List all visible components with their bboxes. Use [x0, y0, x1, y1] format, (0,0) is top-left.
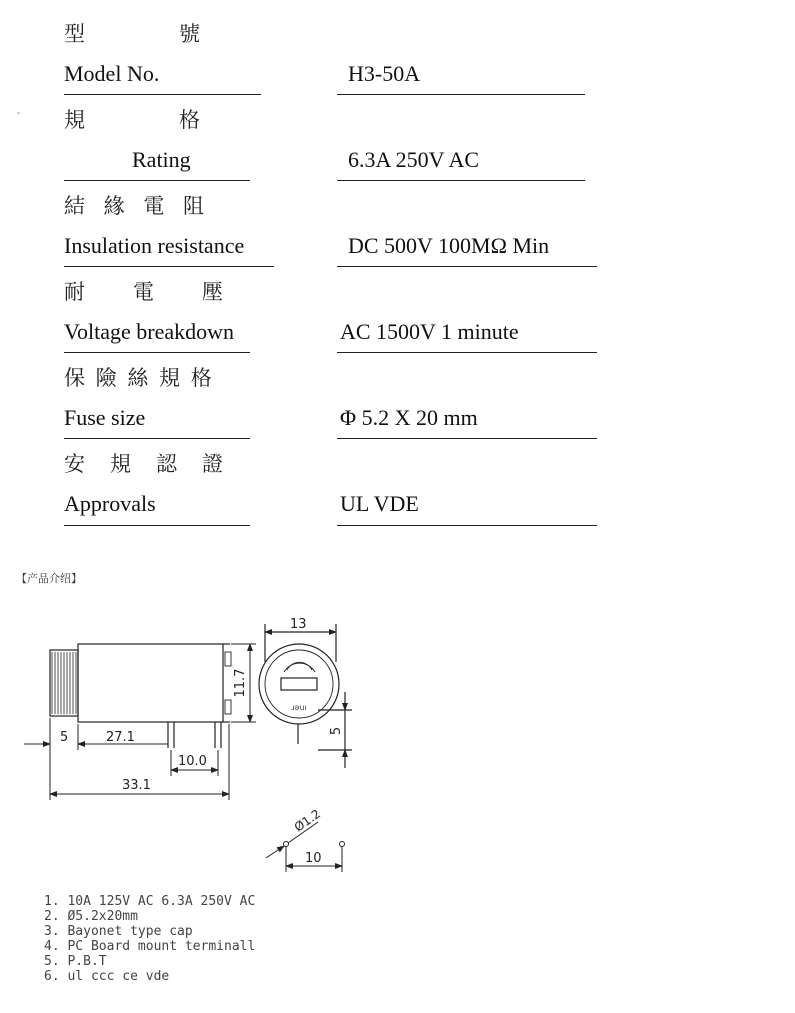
dim-11-7: 11.7 [233, 668, 248, 698]
voltage-label-cn: 耐 電 壓 [64, 280, 225, 304]
voltage-label-underline [64, 352, 250, 353]
rating-label-underline [64, 180, 250, 181]
notes-list [44, 894, 255, 984]
voltage-value-underline [337, 352, 597, 353]
rating-value-underline [337, 180, 585, 181]
dim-27-1: 27.1 [106, 730, 135, 745]
end-view-outer [259, 644, 339, 724]
note-item: 1. 10A 125V AC 6.3A 250V AC [44, 894, 256, 909]
voltage-label-en: Voltage breakdown [64, 319, 235, 344]
intro-heading: 【产品介绍】 [16, 572, 82, 585]
fuse-value-underline [337, 438, 597, 439]
model-label-en: Model No. [64, 61, 160, 86]
dim-5-pin: 5 [329, 726, 344, 736]
voltage-value: AC 1500V 1 minute [340, 319, 519, 344]
dim-5-cap: 5 [60, 730, 69, 745]
rating-value: 6.3A 250V AC [348, 147, 480, 172]
approvals-label-cn: 安 規 認 證 [64, 452, 225, 476]
note-item: 2. Ø5.2x20mm [44, 909, 138, 924]
model-value: H3-50A [348, 61, 421, 86]
holder-body [78, 644, 223, 722]
insulation-value-underline [337, 266, 597, 267]
approvals-value: UL VDE [340, 491, 419, 516]
note-item: 3. Bayonet type cap [44, 924, 193, 939]
note-item: 4. PC Board mount terminall [44, 939, 256, 954]
cap-slot [281, 678, 317, 690]
note-item: 5. P.B.T [44, 954, 107, 969]
approvals-label-en: Approvals [64, 491, 156, 516]
model-value-underline [337, 94, 585, 95]
note-item: 6. ul ccc ce vde [44, 969, 170, 984]
fuse-holder-drawing [0, 600, 420, 880]
cap-marking: ɹəuı [291, 703, 307, 712]
insulation-value: DC 500V 100MΩ Min [348, 233, 550, 258]
dim-13: 13 [290, 617, 307, 632]
fuse-value: Φ 5.2 X 20 mm [340, 405, 478, 430]
approvals-label-underline [64, 525, 250, 526]
insulation-label-en: Insulation resistance [64, 233, 245, 258]
dim-pin-spacing: 10 [305, 851, 322, 866]
side-mark: ˇ [16, 112, 21, 123]
dim-33-1: 33.1 [122, 778, 151, 793]
insulation-label-underline [64, 266, 274, 267]
dim-10-0: 10.0 [178, 754, 207, 769]
dim-pin-diameter: Ø1.2 [291, 806, 324, 835]
model-label-cn: 型 號 [64, 22, 202, 46]
model-label-underline [64, 94, 261, 95]
insulation-label-cn: 結 緣 電 阻 [64, 194, 207, 218]
approvals-value-underline [337, 525, 597, 526]
fuse-label-en: Fuse size [64, 405, 146, 430]
rating-label-en: Rating [132, 147, 191, 172]
fuse-label-underline [64, 438, 250, 439]
fuse-label-cn: 保 險 絲 規 格 [64, 366, 214, 390]
rating-label-cn: 規 格 [64, 108, 202, 132]
